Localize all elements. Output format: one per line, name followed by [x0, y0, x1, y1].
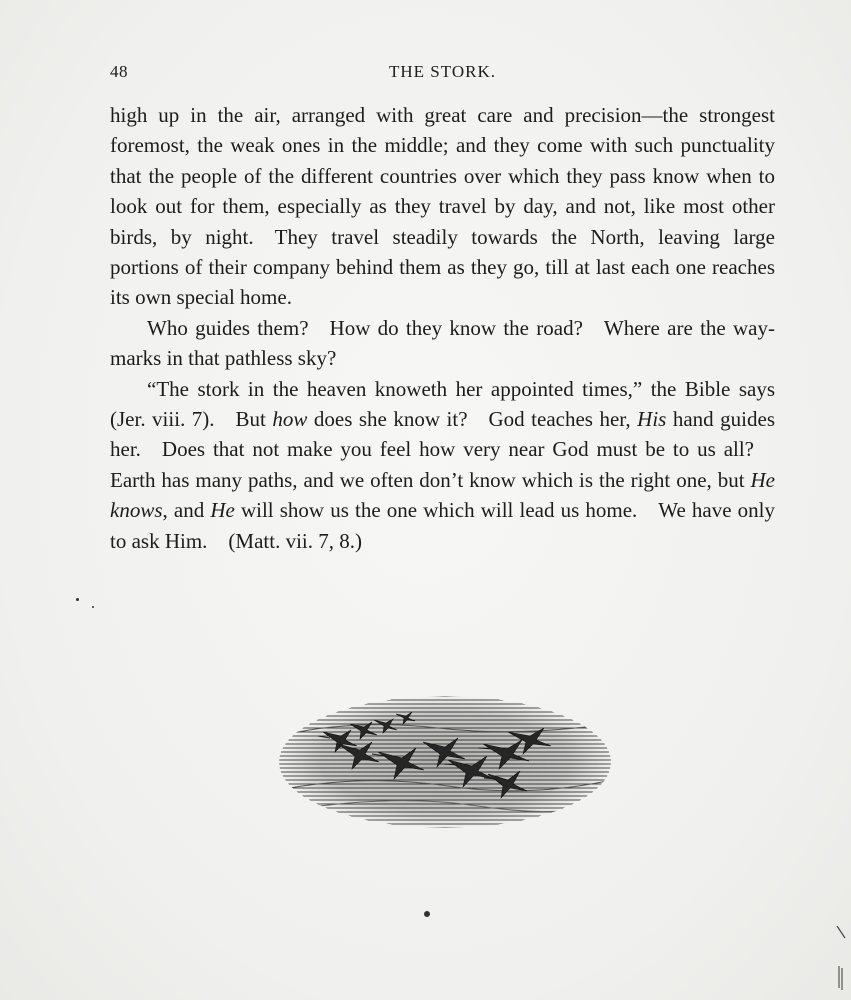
paragraph-3-part-2: does she know it? God teaches her,	[307, 407, 638, 432]
running-title: THE STORK.	[389, 62, 496, 81]
italic-how: how	[272, 407, 308, 432]
page-edge-mark	[833, 926, 847, 996]
ink-speck	[92, 606, 94, 608]
italic-he: He	[210, 498, 235, 523]
paragraph-3-part-3: hand guides her. Does that not make you feel how very near God must be to us all? Earth has many paths, and we often don’t know which is the right one, but	[110, 407, 775, 492]
paragraph-3-part-5: will show us the one which will lead us home. We have only to ask Him. (Matt. vii. 7, 8.)	[110, 498, 775, 553]
flock-of-storks-icon	[278, 694, 612, 830]
ink-speck	[424, 911, 430, 917]
storks-vignette	[278, 694, 612, 830]
paragraph-1: high up in the air, arranged with great care and precision—the strongest foremost, the weak ones in the middle; and they come with such punctuality that the people of the different countries over which they pass know when to look out for them, especially as they travel by day, and not, like most other birds, by night. They travel steadily towards the North, leaving large portions of their company behind them as they go, till at last each one reaches its own special home.	[110, 103, 775, 310]
paragraph-3-part-1: “The stork in the heaven knoweth her appointed times,” the Bible says (Jer. viii. 7). But	[110, 376, 775, 432]
italic-he-knows: He knows	[110, 467, 775, 523]
ink-speck	[76, 598, 79, 601]
body-text	[110, 100, 775, 556]
paragraph-2: Who guides them? How do they know the road? Where are the way-marks in that pathless sky?	[110, 315, 775, 371]
italic-his: His	[637, 407, 667, 432]
paragraph-3	[110, 374, 775, 556]
page-number: 48	[110, 62, 128, 81]
running-head	[110, 62, 775, 86]
paragraph-3-part-4: , and	[162, 498, 211, 523]
